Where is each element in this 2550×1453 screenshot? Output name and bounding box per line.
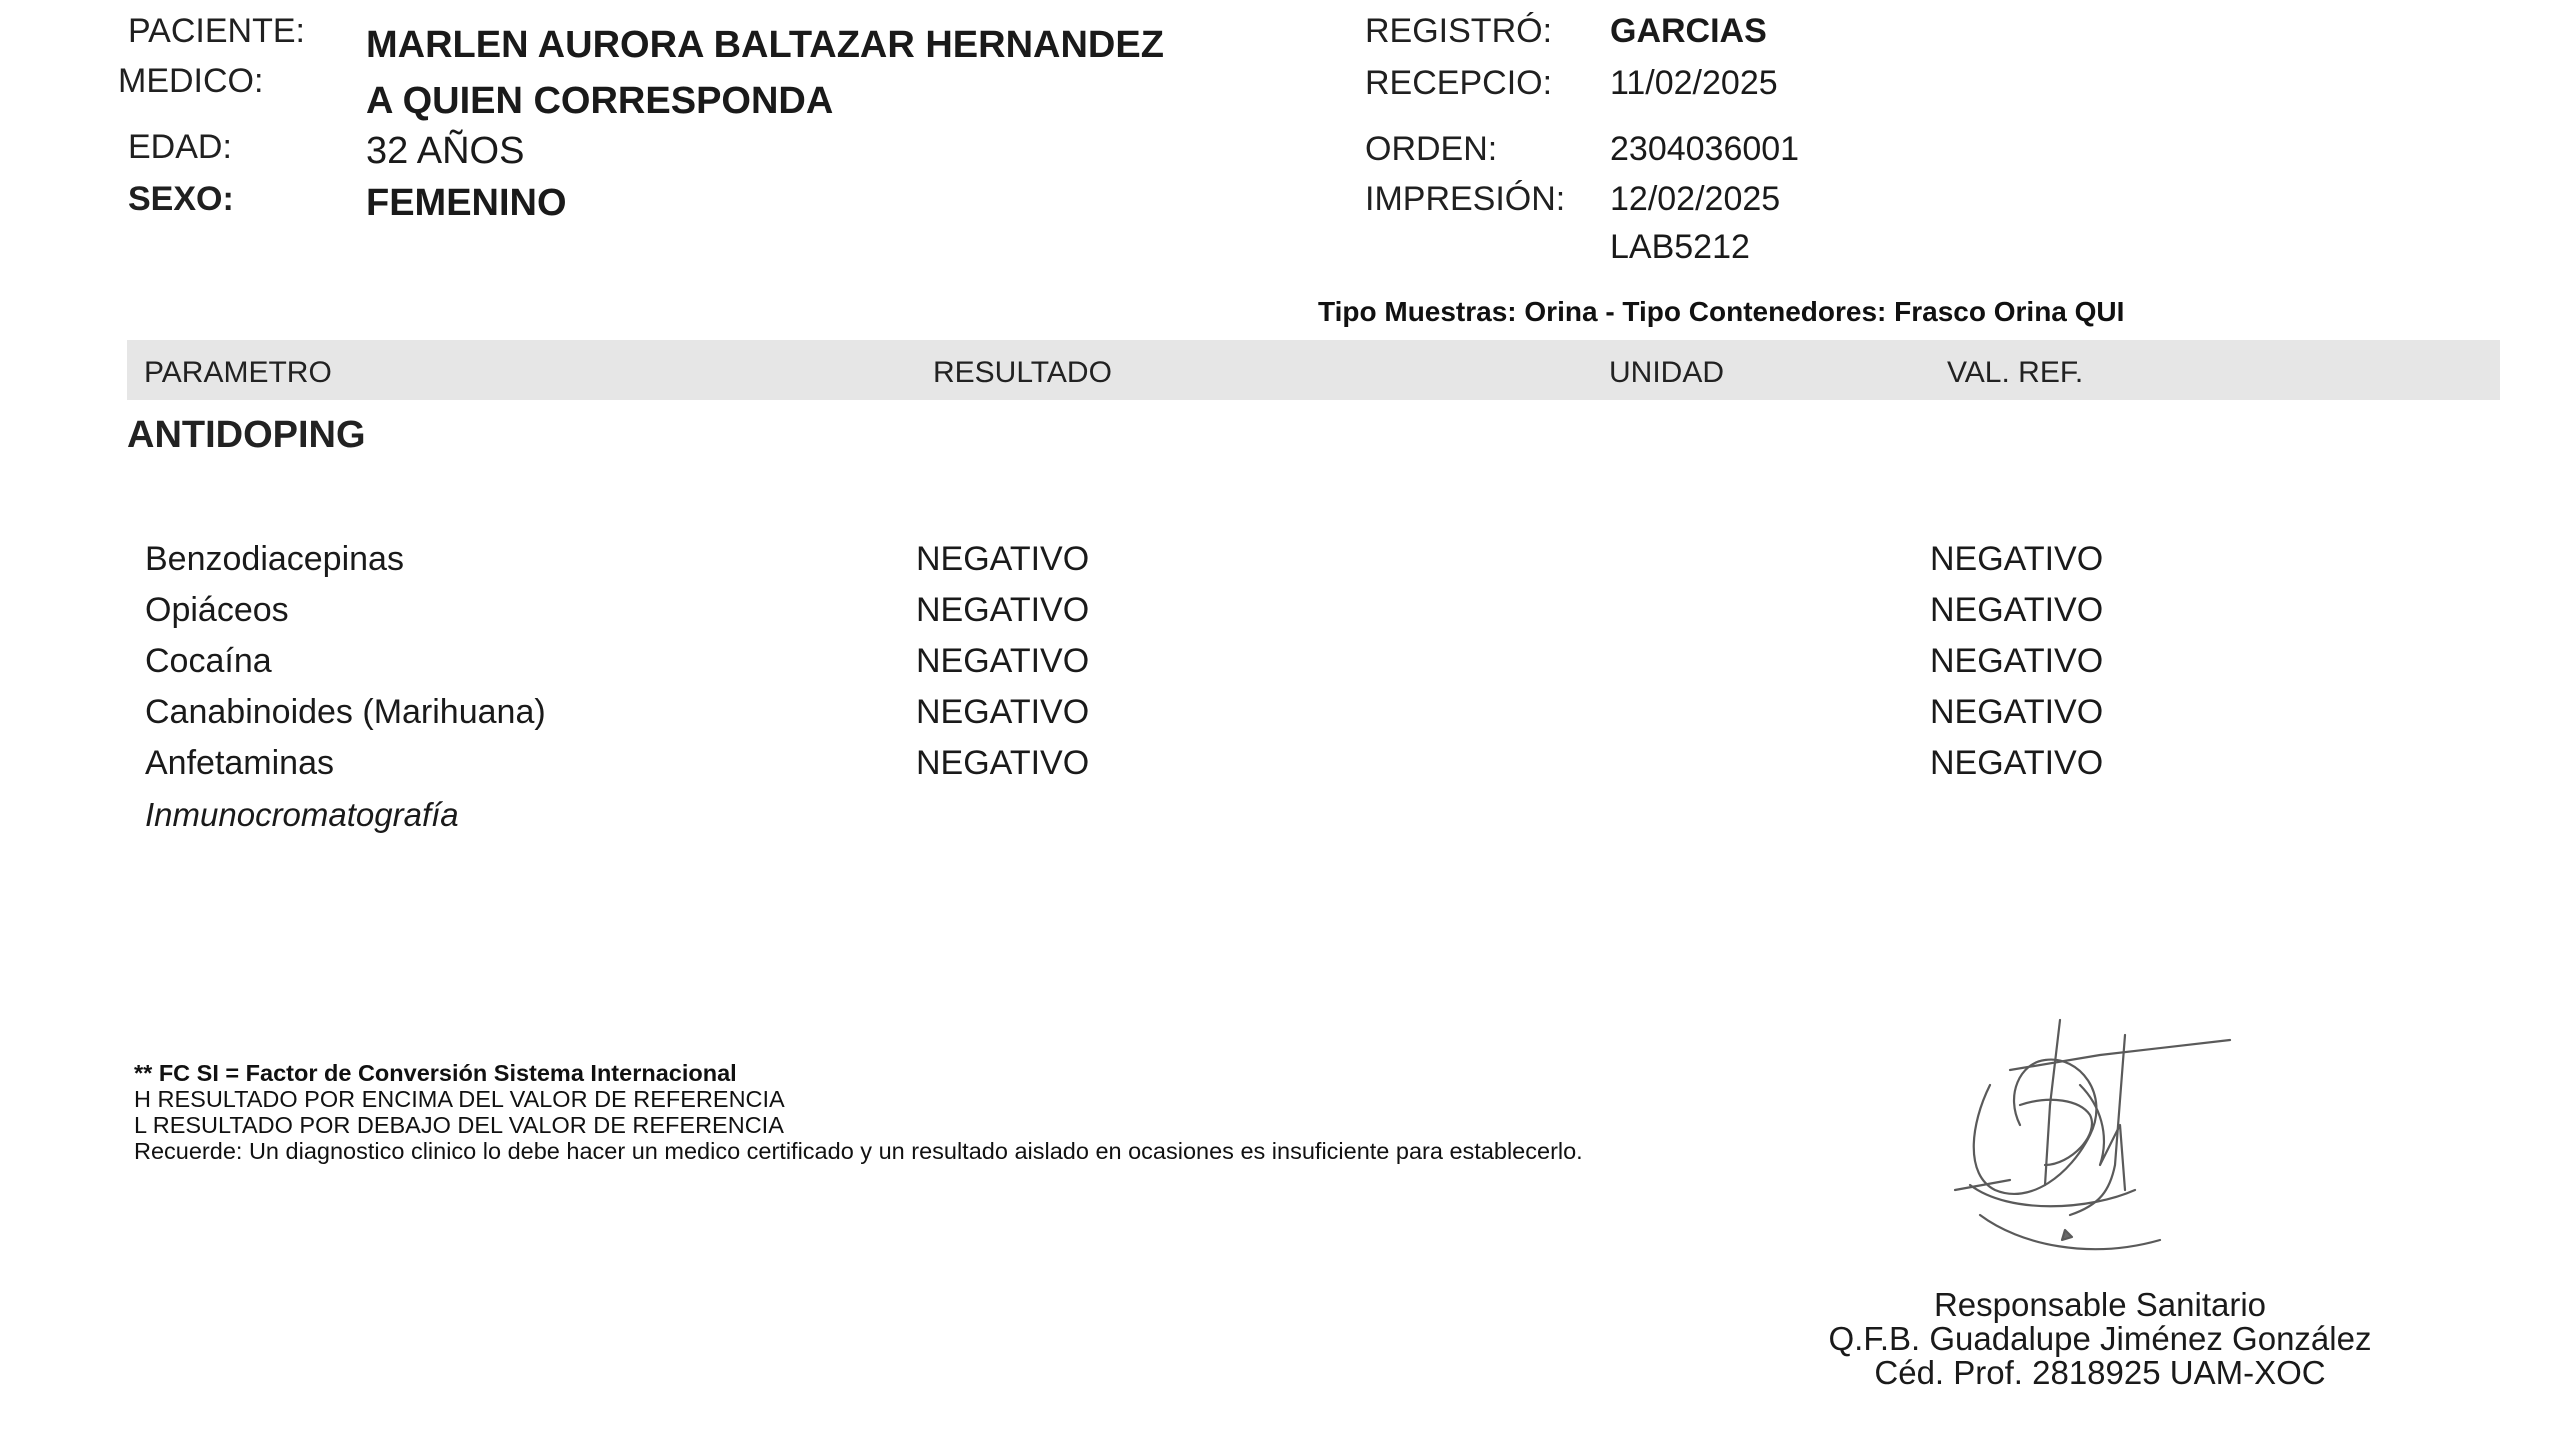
table-row — [0, 642, 2550, 692]
orden-label: ORDEN: — [1365, 130, 1498, 168]
row-val-ref: NEGATIVO — [1930, 540, 2104, 578]
row-resultado: NEGATIVO — [916, 591, 1090, 629]
registro-label: REGISTRÓ: — [1365, 12, 1553, 50]
row-parametro: Anfetaminas — [145, 744, 334, 782]
row-parametro: Cocaína — [145, 642, 272, 680]
signer-role: Responsable Sanitario — [1933, 1286, 2267, 1323]
paciente-value: MARLEN AURORA BALTAZAR HERNANDEZ — [366, 24, 1164, 66]
section-title: ANTIDOPING — [127, 414, 366, 456]
row-val-ref: NEGATIVO — [1930, 642, 2104, 680]
row-resultado: NEGATIVO — [916, 642, 1090, 680]
row-parametro: Benzodiacepinas — [145, 540, 404, 578]
table-row — [0, 693, 2550, 743]
row-parametro: Opiáceos — [145, 591, 289, 629]
impresion-label: IMPRESIÓN: — [1365, 180, 1566, 218]
note-l: L RESULTADO POR DEBAJO DEL VALOR DE REFERENCIA — [134, 1112, 784, 1138]
registro-value: GARCIAS — [1610, 12, 1767, 50]
header-parametro: PARAMETRO — [144, 356, 332, 389]
header-resultado: RESULTADO — [933, 356, 1112, 389]
signer-name: Q.F.B. Guadalupe Jiménez González — [1828, 1320, 2372, 1357]
row-resultado: NEGATIVO — [916, 540, 1090, 578]
note-reminder: Recuerde: Un diagnostico clinico lo debe hacer un medico certificado y un resultado aislado en ocasiones es insuficiente para establecerlo. — [134, 1138, 1583, 1164]
table-row — [0, 744, 2550, 794]
paciente-label: PACIENTE: — [128, 12, 305, 50]
row-val-ref: NEGATIVO — [1930, 744, 2104, 782]
row-val-ref: NEGATIVO — [1930, 693, 2104, 731]
header-unidad: UNIDAD — [1609, 356, 1725, 389]
row-parametro: Canabinoides (Marihuana) — [145, 693, 546, 731]
row-resultado: NEGATIVO — [916, 693, 1090, 731]
table-row — [0, 540, 2550, 590]
row-val-ref: NEGATIVO — [1930, 591, 2104, 629]
orden-value: 2304036001 — [1610, 130, 1800, 168]
sample-info: Tipo Muestras: Orina - Tipo Contenedores: Frasco Orina QUI — [1318, 296, 2125, 327]
medico-value: A QUIEN CORRESPONDA — [366, 80, 834, 122]
edad-label: EDAD: — [128, 128, 232, 166]
sexo-label: SEXO: — [128, 180, 234, 218]
recepcio-label: RECEPCIO: — [1365, 64, 1553, 102]
method-label: Inmunocromatografía — [145, 796, 459, 833]
signer-cedula: Céd. Prof. 2818925 UAM-XOC — [1874, 1354, 2326, 1391]
medico-label: MEDICO: — [118, 62, 264, 100]
sexo-value: FEMENINO — [366, 182, 567, 224]
note-h: H RESULTADO POR ENCIMA DEL VALOR DE REFERENCIA — [134, 1086, 785, 1112]
signature-image — [1950, 1015, 2260, 1275]
table-row — [0, 591, 2550, 641]
edad-value: 32 AÑOS — [366, 130, 525, 172]
note-fc-si: ** FC SI = Factor de Conversión Sistema Internacional — [134, 1060, 737, 1086]
impresion-value: 12/02/2025 — [1610, 180, 1781, 218]
results-table-header — [127, 340, 2500, 400]
header-val-ref: VAL. REF. — [1947, 356, 2084, 389]
row-resultado: NEGATIVO — [916, 744, 1090, 782]
lab-code: LAB5212 — [1610, 228, 1750, 266]
recepcio-value: 11/02/2025 — [1610, 64, 1778, 102]
